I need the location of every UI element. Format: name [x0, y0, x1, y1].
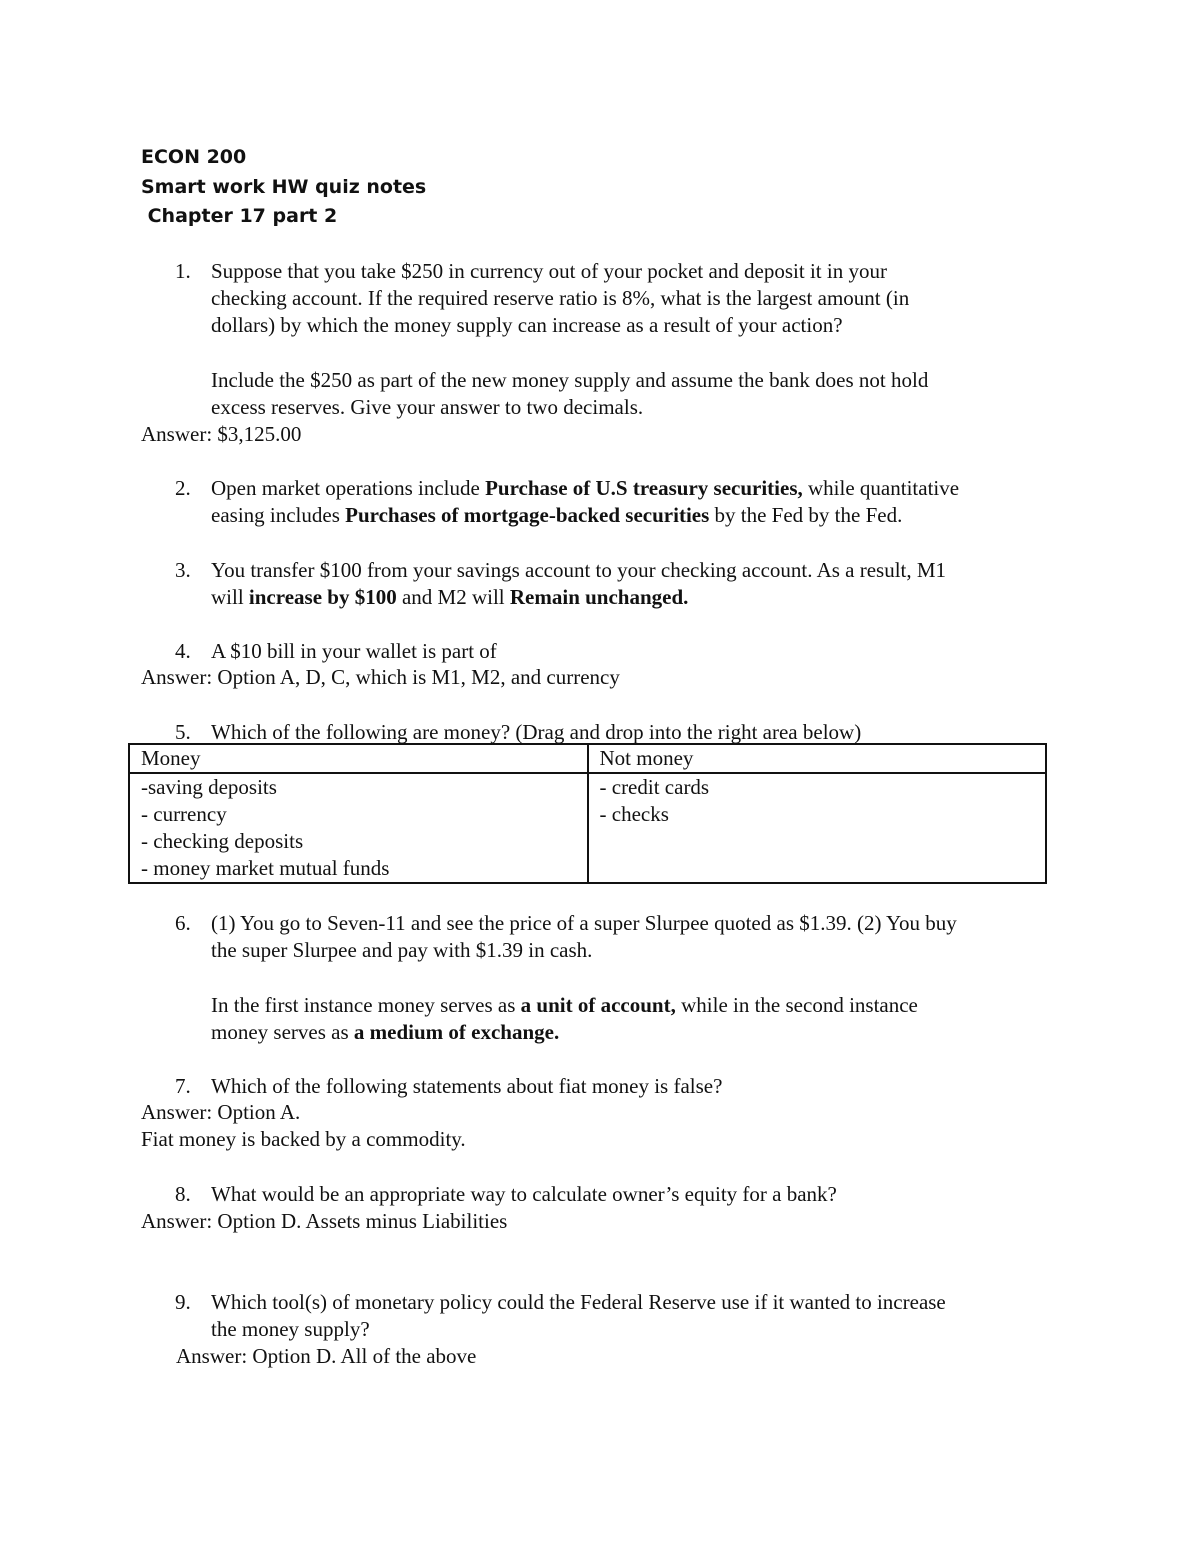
q7-answer: Answer: Option A. [141, 1100, 301, 1124]
q1-number: 1. [175, 259, 191, 283]
list-item: - currency [141, 802, 227, 826]
not-money-cell [588, 773, 1047, 883]
q3-text: and M2 will [396, 585, 510, 609]
table-header-row [129, 744, 1046, 773]
q6-line-2: the super Slurpee and pay with $1.39 in cash. [211, 938, 593, 962]
q6-line-3 [211, 992, 918, 1019]
q6-bold-unit: a unit of account, [520, 993, 676, 1017]
not-money-header: Not money [588, 744, 1047, 773]
q1-line-3: dollars) by which the money supply can increase as a result of your action? [211, 313, 843, 337]
q7-number: 7. [175, 1074, 191, 1098]
q1-line-5: excess reserves. Give your answer to two decimals. [211, 395, 644, 419]
list-item: - checking deposits [141, 829, 304, 853]
q2-text: while quantitative [802, 476, 960, 500]
q2-bold-treasury: Purchase of U.S treasury securities, [485, 476, 803, 500]
q4-answer: Answer: Option A, D, C, which is M1, M2, and currency [141, 665, 620, 689]
list-item: - checks [599, 802, 669, 826]
q8-number: 8. [175, 1182, 191, 1206]
q2-line-1 [211, 475, 959, 502]
q5-number: 5. [175, 720, 191, 744]
list-item: - credit cards [599, 775, 710, 799]
q1-line-1: Suppose that you take $250 in currency out of your pocket and deposit it in your [211, 259, 887, 283]
q3-bold-unchanged: Remain unchanged. [509, 585, 689, 609]
q2-line-2 [211, 502, 902, 529]
list-item: -saving deposits [141, 775, 277, 799]
q6-line-4 [211, 1019, 559, 1046]
q2-text: easing includes [211, 503, 346, 527]
money-header: Money [129, 744, 588, 773]
q2-bold-mortgage: Purchases of mortgage-backed securities [345, 503, 710, 527]
q6-text: money serves as [211, 1020, 354, 1044]
q8-line-1: What would be an appropriate way to calculate owner’s equity for a bank? [211, 1182, 837, 1206]
q6-bold-medium: a medium of exchange. [353, 1020, 560, 1044]
q9-answer: Answer: Option D. All of the above [176, 1344, 477, 1368]
q2-text: Open market operations include [211, 476, 486, 500]
q9-number: 9. [175, 1290, 191, 1314]
q7-line-1: Which of the following statements about fiat money is false? [211, 1074, 723, 1098]
q2-text: by the Fed by the Fed. [709, 503, 903, 527]
q8-answer: Answer: Option D. Assets minus Liabilities [141, 1209, 508, 1233]
list-item: - money market mutual funds [141, 856, 390, 880]
q1-line-2: checking account. If the required reserve ratio is 8%, what is the largest amount (in [211, 286, 910, 310]
money-cell [129, 773, 588, 883]
q3-line-1: You transfer $100 from your savings account to your checking account. As a result, M1 [211, 558, 947, 582]
q6-text: In the first instance money serves as [211, 993, 521, 1017]
chapter-title: Chapter 17 part 2 [141, 205, 338, 227]
q1-line-4: Include the $250 as part of the new money supply and assume the bank does not hold [211, 368, 929, 392]
q4-number: 4. [175, 639, 191, 663]
q1-answer: Answer: $3,125.00 [141, 422, 302, 446]
course-title: ECON 200 [141, 146, 247, 168]
q9-line-2: the money supply? [211, 1317, 370, 1341]
q3-text: will [211, 585, 249, 609]
money-table [128, 743, 1047, 884]
q5-line-1: Which of the following are money? (Drag and drop into the right area below) [211, 720, 862, 744]
table-row [129, 773, 1046, 883]
notes-subtitle: Smart work HW quiz notes [141, 176, 427, 198]
q3-bold-increase: increase by $100 [248, 585, 397, 609]
q2-number: 2. [175, 476, 191, 500]
q6-number: 6. [175, 911, 191, 935]
q7-answer-detail: Fiat money is backed by a commodity. [141, 1127, 466, 1151]
q3-number: 3. [175, 558, 191, 582]
q9-line-1: Which tool(s) of monetary policy could the Federal Reserve use if it wanted to increase [211, 1290, 946, 1314]
q4-line-1: A $10 bill in your wallet is part of [211, 639, 497, 663]
q6-line-1: (1) You go to Seven-11 and see the price of a super Slurpee quoted as $1.39. (2) You buy [211, 911, 957, 935]
q3-line-2 [211, 584, 688, 611]
q6-text: while in the second instance [675, 993, 918, 1017]
